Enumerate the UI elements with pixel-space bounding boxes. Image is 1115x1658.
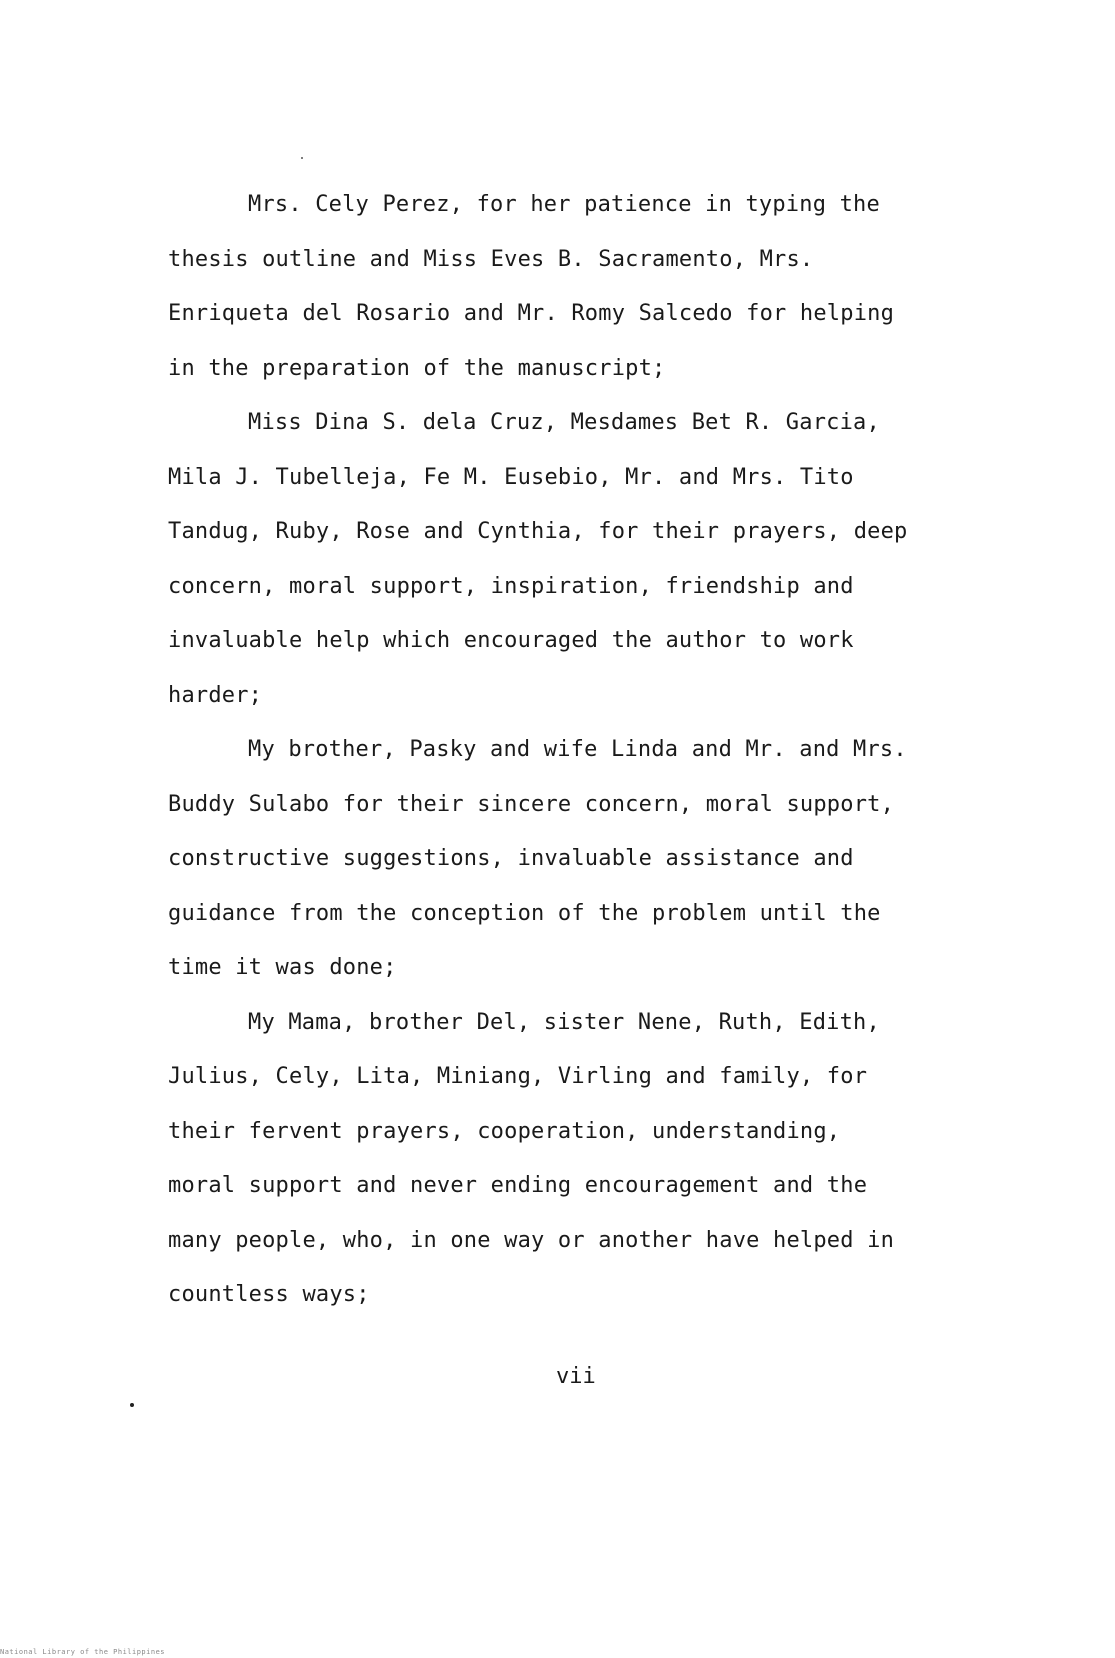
scan-footer: National Library of the Philippines [0, 1648, 166, 1656]
paragraph-4-line-2: Julius, Cely, Lita, Miniang, Virling and family, for [168, 1064, 868, 1089]
paragraph-2-line-4: concern, moral support, inspiration, friendship and [168, 573, 854, 599]
paragraph-2-line-6: harder; [168, 682, 263, 708]
paragraph-2-line-1: Miss Dina S. dela Cruz, Mesdames Bet R. Garcia, [248, 410, 880, 435]
paragraph-1-line-3: Enriqueta del Rosario and Mr. Romy Salcedo for helping [168, 301, 895, 326]
acknowledgment-body [168, 190, 928, 1335]
paragraph-3-line-1: My brother, Pasky and wife Linda and Mr. and Mrs. [248, 737, 907, 762]
paragraph-1-line-4: in the preparation of the manuscript; [168, 355, 666, 381]
page-number: vii [556, 1364, 596, 1389]
paragraph-4-line-6: countless ways; [168, 1282, 370, 1307]
paragraph-4-line-4: moral support and never ending encouragement and the [168, 1173, 868, 1198]
paragraph-1-line-1: Mrs. Cely Perez, for her patience in typing the [248, 192, 880, 217]
paragraph-3-line-3: constructive suggestions, invaluable assistance and [168, 846, 854, 871]
paragraph-3-line-5: time it was done; [168, 955, 397, 980]
scan-speck [301, 157, 303, 159]
scan-speck [130, 1403, 134, 1407]
paragraph-4-line-1: My Mama, brother Del, sister Nene, Ruth, Edith, [248, 1009, 880, 1035]
paragraph-3-line-2: Buddy Sulabo for their sincere concern, moral support, [168, 791, 895, 817]
paragraph-2-line-3: Tandug, Ruby, Rose and Cynthia, for their prayers, deep [168, 519, 908, 544]
paragraph-2-line-5: invaluable help which encouraged the author to work [168, 628, 854, 653]
paragraph-1-line-2: thesis outline and Miss Eves B. Sacramento, Mrs. [168, 246, 814, 272]
paragraph-2-line-2: Mila J. Tubelleja, Fe M. Eusebio, Mr. and Mrs. Tito [168, 464, 854, 490]
paragraph-4-line-3: their fervent prayers, cooperation, understanding, [168, 1118, 841, 1144]
paragraph-3-line-4: guidance from the conception of the problem until the [168, 900, 881, 926]
paragraph-4-line-5: many people, who, in one way or another have helped in [168, 1227, 895, 1253]
